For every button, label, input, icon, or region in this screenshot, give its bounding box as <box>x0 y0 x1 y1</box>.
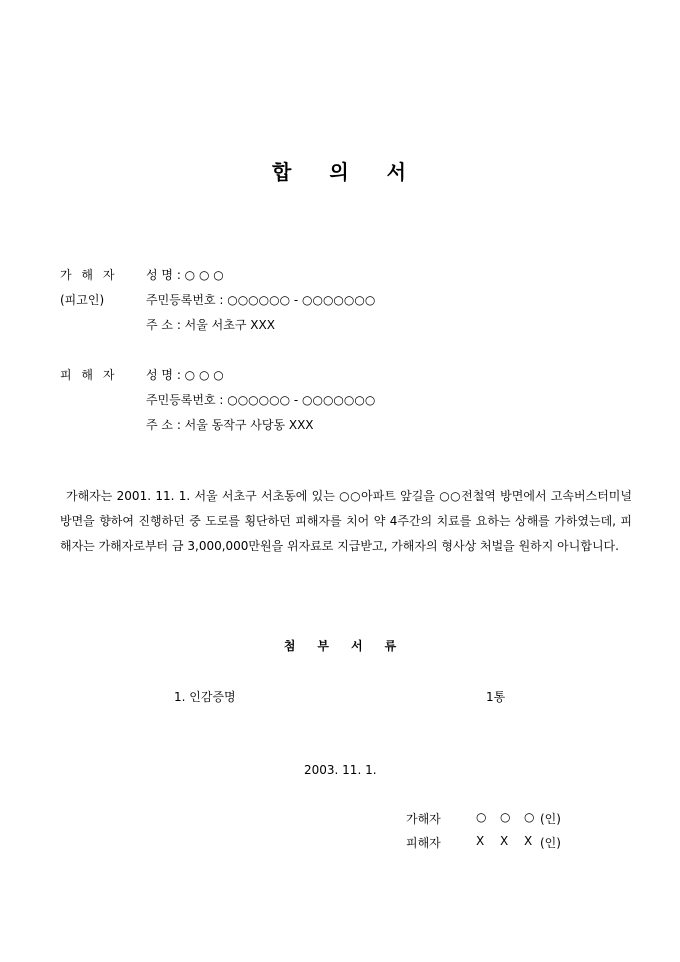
signature-mark: ○ <box>500 810 511 824</box>
title-char-1: 합 <box>272 160 294 184</box>
signature-marks-perpetrator <box>476 810 548 824</box>
signature-mark: X <box>524 834 533 848</box>
signature-mark: X <box>500 834 509 848</box>
perpetrator-name: 성 명 : ○ ○ ○ <box>146 268 224 282</box>
signature-role: 피해자 <box>406 836 441 850</box>
perpetrator-label: 가 해 자 <box>60 268 118 282</box>
attachment-item-name: 1. 인감증명 <box>174 690 236 704</box>
signature-mark: X <box>476 834 485 848</box>
document-title <box>0 156 680 185</box>
attachments-title-char-4: 류 <box>384 639 397 653</box>
signature-marks-victim <box>476 834 548 848</box>
victim-label: 피 해 자 <box>60 368 118 382</box>
signature-mark: ○ <box>524 810 535 824</box>
title-char-2: 의 <box>329 160 351 184</box>
agreement-body <box>60 484 632 559</box>
attachments-title <box>0 637 680 654</box>
signature-mark: ○ <box>476 810 487 824</box>
victim-address: 주 소 : 서울 동작구 사당동 XXX <box>146 418 314 432</box>
signature-row-perpetrator <box>406 810 441 827</box>
attachments-title-char-2: 부 <box>317 639 329 653</box>
signature-role: 가해자 <box>406 812 441 826</box>
document-date: 2003. 11. 1. <box>304 763 377 777</box>
attachments-title-char-1: 첨 <box>283 639 296 653</box>
signature-row-victim <box>406 834 441 851</box>
perpetrator-sublabel: (피고인) <box>60 293 105 307</box>
perpetrator-id: 주민등록번호 : ○○○○○○ - ○○○○○○○ <box>146 293 376 307</box>
victim-id: 주민등록번호 : ○○○○○○ - ○○○○○○○ <box>146 393 376 407</box>
attachments-title-char-3: 서 <box>351 639 363 653</box>
agreement-body-text: 가해자는 2001. 11. 1. 서울 서초구 서초동에 있는 ○○아파트 앞길을 ○○전철역 방면에서 고속버스터미널 방면을 향하여 진행하던 중 도로를 횡단하던 피해자를 치어 약 4주간의 치료를 요하는 상해를 가하였는데, 피해자는 가해자로부터 금 3,000,000만원을 위자료로 지급받고, 가해자의 형사상 처벌을 원하지 아니합니다. <box>60 489 632 553</box>
signature-seal-perpetrator: (인) <box>540 812 561 826</box>
perpetrator-address: 주 소 : 서울 서초구 XXX <box>146 318 275 332</box>
signature-seal-victim: (인) <box>540 836 561 850</box>
victim-name: 성 명 : ○ ○ ○ <box>146 368 224 382</box>
attachment-item-count: 1통 <box>486 690 506 704</box>
title-char-3: 서 <box>386 160 408 184</box>
